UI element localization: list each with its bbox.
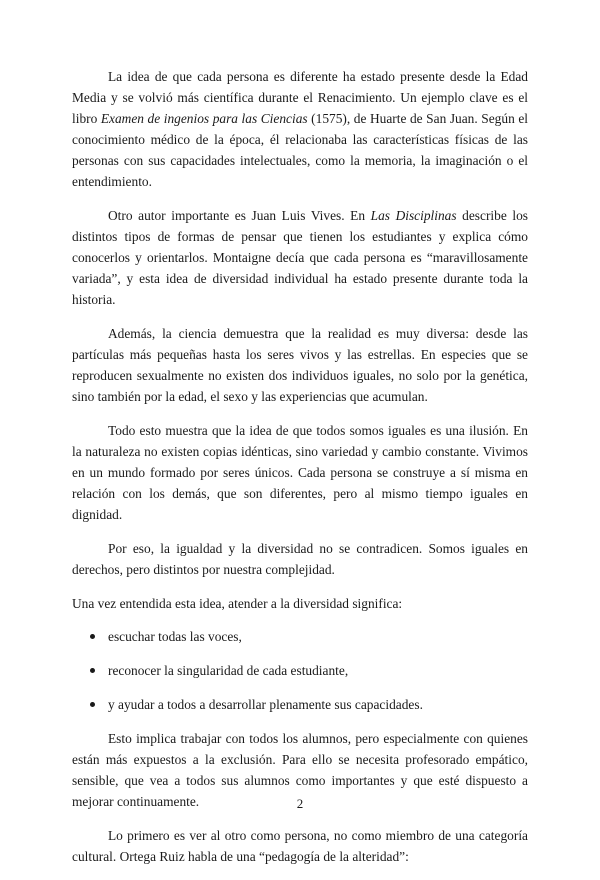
bullet-list xyxy=(72,626,528,715)
paragraph-text: Otro autor importante es Juan Luis Vives. En xyxy=(108,208,371,223)
bullet-icon xyxy=(90,702,95,707)
list-item xyxy=(72,694,528,715)
book-title-disciplinas: Las Disciplinas xyxy=(370,208,457,223)
list-item-text: y ayudar a todos a desarrollar plenamente sus capacidades. xyxy=(108,697,423,712)
paragraph-ciencia: Además, la ciencia demuestra que la realidad es muy diversa: desde las partículas más pequeñas hasta los seres vivos y las estrellas. En especies que se reproducen sexualmente no existen dos individuos iguales, no solo por la genética, sino también por la edad, el sexo y las experiencias que acumulan. xyxy=(72,326,528,404)
page-number: 2 xyxy=(296,796,304,811)
list-item-text: escuchar todas las voces, xyxy=(108,629,242,644)
paragraph-ilusion: Todo esto muestra que la idea de que todos somos iguales es una ilusión. En la naturaleza no existen copias idénticas, sino variedad y cambio constante. Vivimos en un mundo formado por seres únicos. Cada persona se construye a sí misma en relación con los demás, que son diferentes, pero al mismo tiempo iguales en dignidad. xyxy=(72,423,528,522)
paragraph-vives xyxy=(72,205,528,310)
paragraph-text: describe los distintos tipos de formas de pensar que tienen los estudiantes y explica cómo conocerlos y orientarlos. Montaigne decía que cada persona es “maravillosamente variada”, y esta idea de diversidad individual ha estado presente durante toda la historia. xyxy=(72,208,528,307)
paragraph-exclusion: Esto implica trabajar con todos los alumnos, pero especialmente con quienes están más expuestos a la exclusión. Para ello se necesita profesorado empático, sensible, que vea a todos sus alumnos como importantes y que esté dispuesto a mejorar continuamente. xyxy=(72,731,528,809)
book-title-examen: Examen de ingenios para las Ciencias xyxy=(100,111,308,126)
intro-line: Una vez entendida esta idea, atender a la diversidad significa: xyxy=(72,596,403,611)
paragraph-huarte xyxy=(72,66,528,192)
bullet-icon xyxy=(90,634,95,639)
page-body xyxy=(72,66,528,880)
paragraph-alteridad: Lo primero es ver al otro como persona, no como miembro de una categoría cultural. Ortega Ruiz habla de una “pedagogía de la alteridad”: xyxy=(72,828,528,864)
list-item-text: reconocer la singularidad de cada estudiante, xyxy=(108,663,349,678)
paragraph-text: La idea de que cada persona es diferente ha estado presente desde la Edad Media y se volvió más científica durante el Renacimiento. Un ejemplo clave es el libro xyxy=(72,69,528,126)
list-item xyxy=(72,626,528,647)
paragraph-text: (1575), de Huarte de San Juan. Según el conocimiento médico de la época, él relacionaba las características físicas de las personas con sus capacidades intelectuales, como la memoria, la imaginación o el entendimiento. xyxy=(72,111,528,189)
list-item xyxy=(72,660,528,681)
bullet-icon xyxy=(90,668,95,673)
paragraph-igualdad: Por eso, la igualdad y la diversidad no se contradicen. Somos iguales en derechos, pero distintos por nuestra complejidad. xyxy=(72,541,528,577)
